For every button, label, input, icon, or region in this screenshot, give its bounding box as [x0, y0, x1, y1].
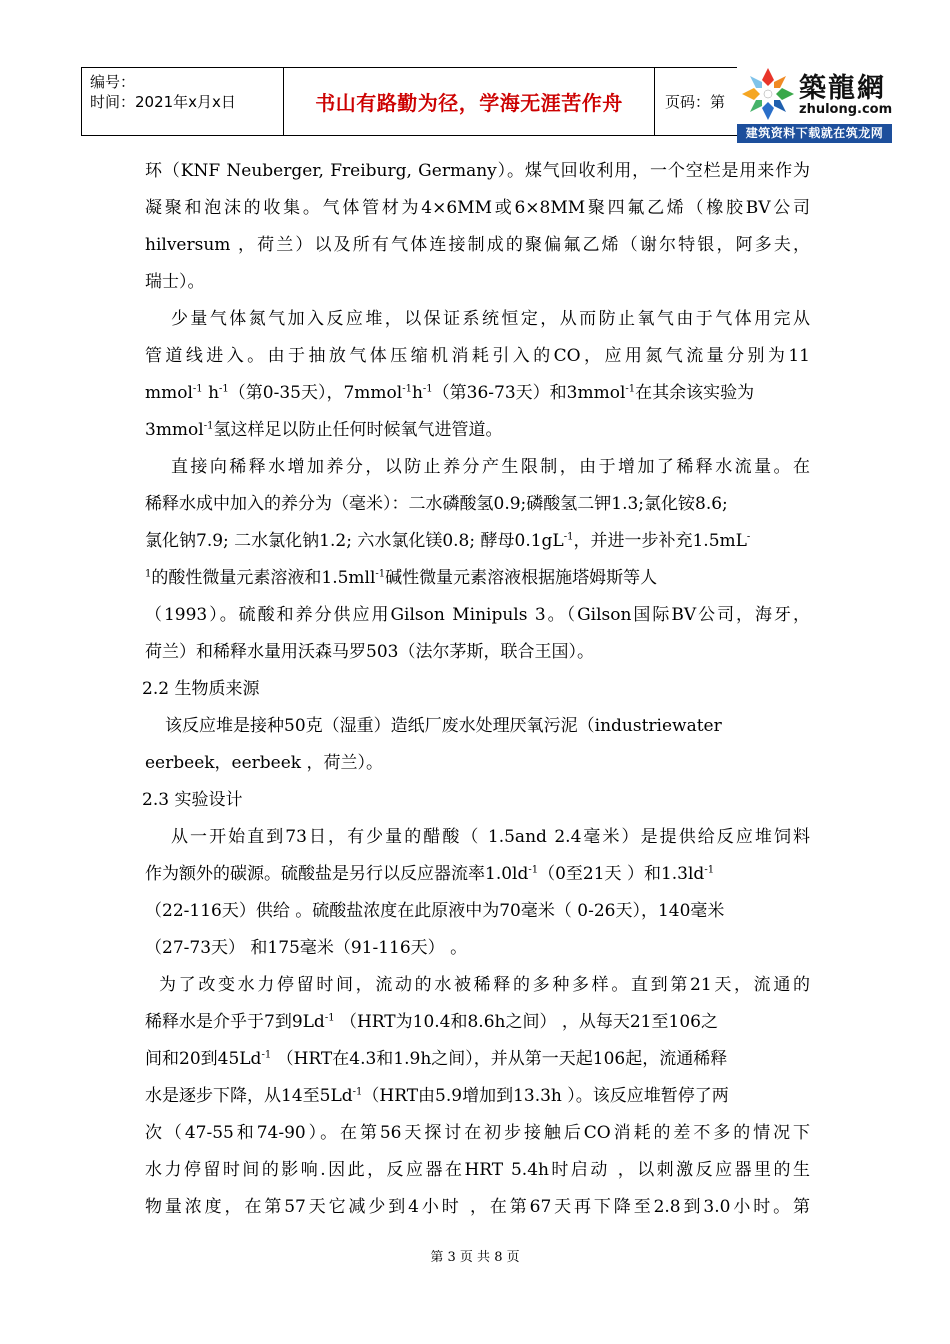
paragraph-line: hilversum ，荷兰）以及所有气体连接制成的聚偏氟乙烯（谢尔特银，阿多夫，: [145, 235, 810, 255]
paragraph-line: 少量气体氮气加入反应堆，以保证系统恒定，从而防止氧气由于气体用完从: [171, 309, 810, 329]
paragraph-line: 水是逐步下降，从14至$5Ld^{-1}(HRT$由5.9增加到13.3h ）。该反应堆暂停了两: [145, 1086, 729, 1106]
paragraph-line: 次（47-55和74-90）。在第56天探讨在初步接触后CO消耗的差不多的情况下: [145, 1123, 810, 1143]
paragraph-line: （1993）。硫酸和养分供应用Gilson Minipuls 3。（Gilson国际BV公司，海牙，: [145, 605, 810, 625]
paragraph-line: $^1$的酸性微量元素溶液和1.5mll$^{-1}$碱性微量元素溶液根据施塔姆斯等人: [145, 568, 658, 588]
paragraph-line: 荷兰）和稀释水量用沃森马罗503（法尔茅斯，联合王国）。: [145, 642, 594, 662]
paragraph-line: 该反应堆是接种50克（湿重）造纸厂废水处理厌氧污泥（industriewater: [165, 716, 722, 736]
paragraph-line: 水力停留时间的影响.因此，反应器在HRT 5.4h时启动 ，以刺激反应器里的生: [145, 1160, 810, 1180]
zhulong-logo: [737, 64, 892, 144]
paragraph-line: 从一开始直到73日，有少量的醋酸（ 1.5and 2.4毫米）是提供给反应堆饲料: [171, 827, 810, 847]
logo-banner: 建筑资料下载就在筑龙网: [737, 124, 892, 143]
paragraph-line: 物量浓度，在第57天它减少到4小时 ，在第67天再下降至2.8到3.0小时。第: [145, 1197, 810, 1217]
section-heading: 2.2 生物质来源: [142, 679, 260, 699]
paragraph-line: （27-73天） 和175毫米（91-116天） 。: [145, 938, 468, 958]
paragraph-line: 瑞士）。: [145, 272, 205, 292]
paragraph-line: 为了改变水力停留时间，流动的水被稀释的多种多样。直到第21天，流通的: [159, 975, 810, 995]
time-label: 时间：2021年x月x日: [90, 93, 236, 111]
section-heading: 2.3 实验设计: [142, 790, 243, 810]
snowflake-logo-icon: [737, 64, 799, 124]
paragraph-line: 作为额外的碳源。硫酸盐是另行以反应器流率$1.0ld^{-1}(0$至21天 ）和$1.3ld^{-1}$: [145, 864, 715, 884]
paragraph-line: 凝聚和泡沫的收集。气体管材为4×6MM或6×8MM聚四氟乙烯（橡胶BV公司: [145, 198, 810, 218]
paragraph-line: 环（KNF Neuberger, Freiburg, Germany）。煤气回收利用，一个空栏是用来作为: [145, 161, 810, 181]
paragraph-line: 稀释水成中加入的养分为（毫米）：二水磷酸氢0.9;磷酸氢二钾1.3;氯化铵8.6;: [145, 494, 728, 514]
paragraph-line: 直接向稀释水增加养分，以防止养分产生限制，由于增加了稀释水流量。在: [171, 457, 810, 477]
number-label: 编号：: [90, 73, 136, 91]
paragraph-line: eerbeek，eerbeek ，荷兰）。: [145, 753, 384, 773]
page-footer: 第 3 页 共 8 页: [430, 1250, 520, 1265]
logo-domain: zhulong.com: [799, 102, 893, 117]
paragraph-line: 3mmol$^{-1}$氢这样足以防止任何时候氧气进管道。: [145, 420, 503, 440]
paragraph-line: 管道线进入。由于抽放气体压缩机消耗引入的CO，应用氮气流量分别为11: [145, 346, 810, 366]
document-body: [142, 153, 810, 1226]
logo-chinese-name: 築龍網: [799, 73, 886, 104]
paragraph-line: 稀释水是介乎于7到$9Ld^{-1}$ （HRT为10.4和8.6h之间） ，从每天21至106之: [145, 1012, 718, 1032]
paragraph-line: （22-116天）供给 。硫酸盐浓度在此原液中为70毫米（ 0-26天），140毫米: [145, 901, 725, 921]
page-label: 页码：第: [665, 93, 726, 111]
header-motto: 书山有路勤为径，学海无涯苦作舟: [284, 68, 655, 135]
paragraph-line: 氯化钠7.9; 二水氯化钠1.2; 六水氯化镁0.8; 酵母$0.1gL^{-1}$，并进一步补充1.5mL-: [145, 531, 751, 551]
paragraph-line: 间和20到$45Ld^{-1}$ （HRT在4.3和1.9h之间），并从第一天起106起，流通稀释: [145, 1049, 728, 1069]
paragraph-line: mmol$^{-1}$ $h^{-1}$（第0-35天），$7mmol^{-1}h^{-1}$（第36-73天）和3mmol$^{-1}$在其余该实验为: [145, 383, 755, 403]
header-meta: [82, 68, 284, 135]
